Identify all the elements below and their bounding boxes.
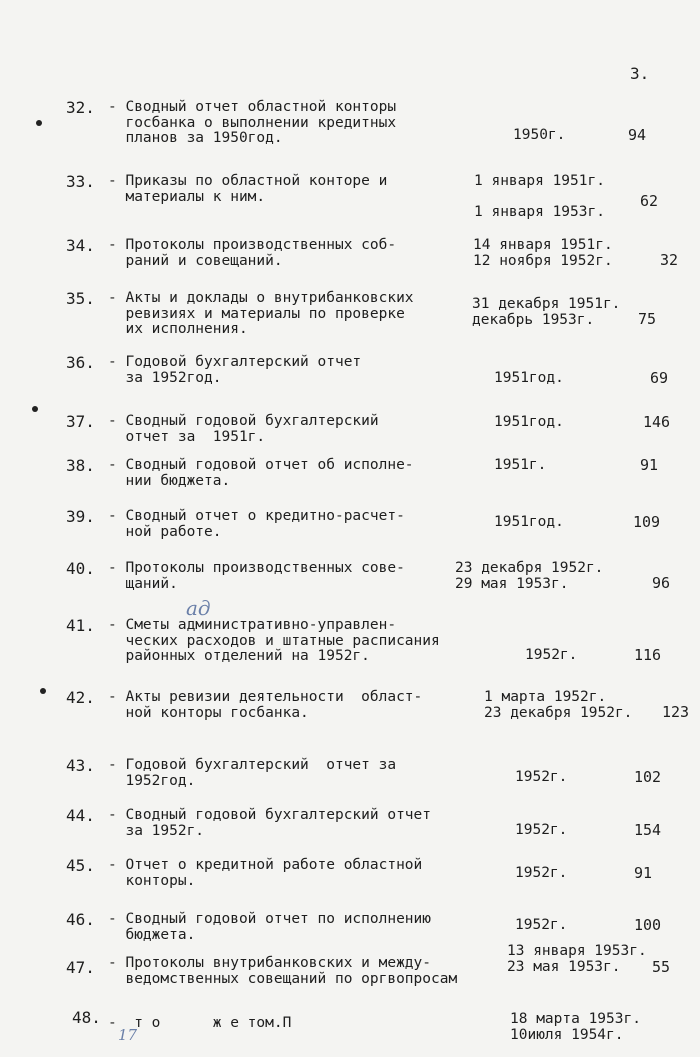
row-number: 40. <box>66 559 95 578</box>
row-number: 48. <box>72 1008 101 1027</box>
row-description: - Протоколы внутрибанковских и междy- ведомственных совещаний по оргвопросам <box>108 955 458 987</box>
punch-mark <box>36 120 42 126</box>
row-number: 39. <box>66 507 95 526</box>
row-sheets: 109 <box>633 513 661 531</box>
row-description: - Годовой бухгалтерский отчет за 1952год. <box>108 354 362 386</box>
row-dates: 1952г. <box>515 822 568 838</box>
row-sheets: 94 <box>628 126 647 144</box>
row-sheets: 123 <box>662 703 690 721</box>
row-number: 35. <box>66 289 95 308</box>
row-number: 36. <box>66 353 95 372</box>
row-dates: 1951год. <box>494 370 564 386</box>
row-description: - Акты ревизии деятельности област- ной конторы госбанка. <box>108 689 423 721</box>
row-description: - Акты и доклады о внутрибанковских ревизиях и материалы по проверке их исполнения. <box>108 290 414 337</box>
row-dates: 1951год. <box>494 414 564 430</box>
row-dates: 23 декабря 1952г. 29 мая 1953г. <box>455 560 604 592</box>
row-number: 44. <box>66 806 95 825</box>
row-dates: 13 января 1953г. 23 мая 1953г. <box>507 943 647 975</box>
row-sheets: 96 <box>652 574 671 592</box>
row-number: 46. <box>66 910 95 929</box>
handwritten-note: ад <box>186 596 211 620</box>
row-dates: 1 января 1951г. 1 января 1953г. <box>474 173 605 220</box>
row-sheets: 154 <box>634 821 662 839</box>
row-number: 33. <box>66 172 95 191</box>
row-description: - Приказы по областной конторе и материалы к ним. <box>108 173 388 205</box>
row-sheets: 69 <box>650 369 669 387</box>
row-number: 41. <box>66 616 95 635</box>
row-number: 32. <box>66 98 95 117</box>
row-number: 47. <box>66 958 95 977</box>
row-dates: 18 марта 1953г. 10июля 1954г. <box>510 1011 641 1043</box>
punch-mark <box>40 688 46 694</box>
row-description: - Протоколы производственных соб- раний и совещаний. <box>108 237 397 269</box>
page-number: 3. <box>630 64 650 83</box>
row-description: - Сводный годовой отчет об исполне- нии бюджета. <box>108 457 414 489</box>
row-description: - Отчет о кредитной работе областной конторы. <box>108 857 423 889</box>
row-sheets: 100 <box>634 916 662 934</box>
row-number: 38. <box>66 456 95 475</box>
row-description: - Сводный годовой бухгалтерский отчет за 1951г. <box>108 413 379 445</box>
row-number: 37. <box>66 412 95 431</box>
row-number: 34. <box>66 236 95 255</box>
row-description: - Сметы административно-управлен- ческих расходов и штатные расписания районных отделений на 1952г. <box>108 617 440 664</box>
row-dates: 14 января 1951г. 12 ноября 1952г. <box>473 237 613 269</box>
row-sheets: 91 <box>640 456 659 474</box>
row-description: - Протоколы производственных сове- щаний. <box>108 560 405 592</box>
row-number: 42. <box>66 688 95 707</box>
row-dates: 1952г. <box>515 769 568 785</box>
row-description: - Сводный годовой бухгалтерский отчет за 1952г. <box>108 807 432 839</box>
row-sheets: 62 <box>640 192 659 210</box>
row-sheets: 75 <box>638 310 657 328</box>
row-dates: 1950г. <box>513 127 566 143</box>
row-description: - Годовой бухгалтерский отчет за 1952год. <box>108 757 397 789</box>
row-sheets: 32 <box>660 251 679 269</box>
row-dates: 31 декабря 1951г. декабрь 1953г. <box>472 296 621 328</box>
row-sheets: 116 <box>634 646 662 664</box>
row-description: - Сводный отчет областной конторы госбанка о выполнении кредитных планов за 1950год. <box>108 99 397 146</box>
handwritten-note: 17 <box>118 1026 138 1044</box>
row-description: - т о ж е том.П <box>108 1015 292 1031</box>
row-dates: 1952г. <box>515 917 568 933</box>
row-dates: 1951год. <box>494 514 564 530</box>
row-dates: 1951г. <box>494 457 547 473</box>
row-sheets: 102 <box>634 768 662 786</box>
row-sheets: 146 <box>643 413 671 431</box>
row-dates: 1 марта 1952г. 23 декабря 1952г. <box>484 689 633 721</box>
row-number: 43. <box>66 756 95 775</box>
row-description: - Сводный отчет о кредитно-расчет- ной работе. <box>108 508 405 540</box>
row-description: - Сводный годовой отчет по исполнению бюджета. <box>108 911 432 943</box>
row-dates: 1952г. <box>515 865 568 881</box>
punch-mark <box>32 406 38 412</box>
row-dates: 1952г. <box>525 647 578 663</box>
row-sheets: 55 <box>652 958 671 976</box>
row-number: 45. <box>66 856 95 875</box>
row-sheets: 91 <box>634 864 653 882</box>
